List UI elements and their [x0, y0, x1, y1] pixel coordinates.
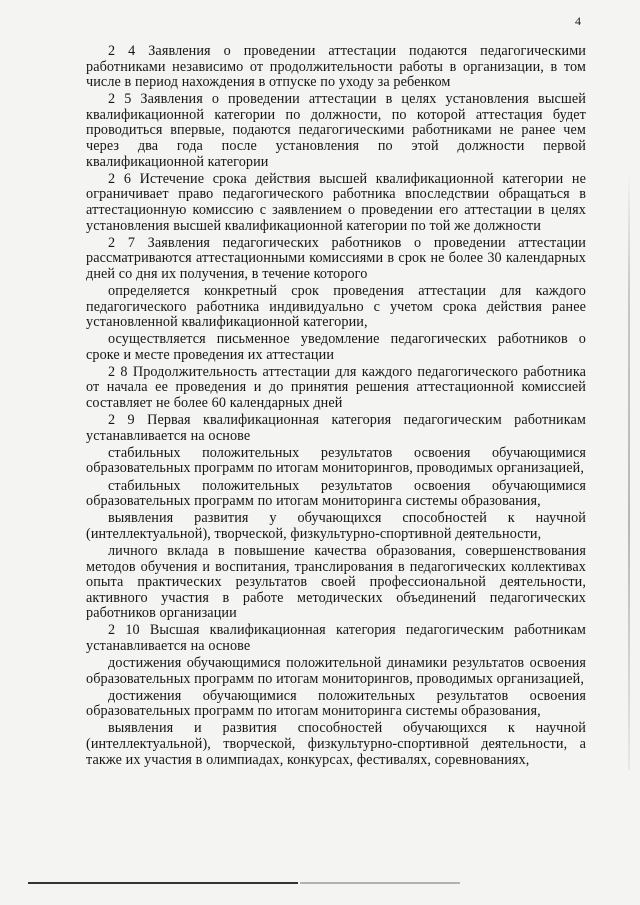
paragraph-2-5: 2 5 Заявления о проведении аттестации в целях установления высшей квалификационной категории по должности, по которой аттестация будет проводиться впервые, подаются педагогическими работниками не ранее чем через два года после установления по этой должности первой квалификационной категории [86, 91, 586, 170]
paragraph-2-10-item-1: достижения обучающимися положительной динамики результатов освоения образовательных программ по итогам мониторингов, проводимых организацией, [86, 655, 586, 687]
scan-edge-shadow [628, 170, 630, 770]
page-number: 4 [575, 14, 581, 28]
paragraph-2-7-item-2: осуществляется письменное уведомление педагогических работников о сроке и месте проведения их аттестации [86, 331, 586, 363]
paragraph-2-6: 2 6 Истечение срока действия высшей квалификационной категории не ограничивает право педагогического работника впоследствии обращаться в аттестационную комиссию с заявлением о проведении его аттестации в целях установления высшей квалификационной категории по той же должности [86, 170, 586, 234]
document-body [86, 44, 586, 770]
paragraph-2-10: 2 10 Высшая квалификационная категория педагогическим работникам устанавливается на основе [86, 622, 586, 654]
paragraph-2-7-item-1: определяется конкретный срок проведения аттестации для каждого педагогического работника индивидуально с учетом срока действия ранее установленной квалификационной категории, [86, 282, 586, 331]
paragraph-2-10-item-2: достижения обучающимися положительных результатов освоения образовательных программ по итогам мониторинга системы образования, [86, 687, 586, 720]
paragraph-2-9-item-3: выявления развития у обучающихся способностей к научной (интеллектуальной), творческой, физкультурно-спортивной деятельности, [86, 510, 586, 542]
paragraph-2-7: 2 7 Заявления педагогических работников о проведении аттестации рассматриваются аттестационными комиссиями в срок не более 30 календарных дней со дня их получения, в течение которого [86, 234, 586, 282]
paragraph-2-9-item-2: стабильных положительных результатов освоения обучающимися образовательных программ по итогам мониторинга системы образования, [86, 477, 586, 510]
paragraph-2-4: 2 4 Заявления о проведении аттестации подаются педагогическими работниками независимо от продолжительности работы в организации, в том числе в период нахождения в отпуске по уходу за ребенком [86, 43, 586, 91]
paragraph-2-9-item-4: личного вклада в повышение качества образования, совершенствования методов обучения и воспитания, транслирования в педагогических коллективах опыта практических результатов своей профессиональной деятельности, активного участия в работе методических объединений педагогических работников организации [86, 542, 586, 622]
scan-bottom-line [28, 882, 298, 884]
scan-bottom-line-faint [300, 882, 460, 884]
paragraph-2-9: 2 9 Первая квалификационная категория педагогическим работникам устанавливается на основе [86, 412, 586, 444]
paragraph-2-9-item-1: стабильных положительных результатов освоения обучающимися образовательных программ по итогам мониторингов, проводимых организацией, [86, 444, 586, 477]
paragraph-2-8: 2 8 Продолжительность аттестации для каждого педагогического работника от начала ее проведения и до принятия решения аттестационной комиссией составляет не более 60 календарных дней [86, 363, 586, 412]
paragraph-2-10-item-3: выявления и развития способностей обучающихся к научной (интеллектуальной), творческой, физкультурно-спортивной деятельности, а также их участия в олимпиадах, конкурсах, фестивалях, соревнованиях, [86, 720, 586, 768]
